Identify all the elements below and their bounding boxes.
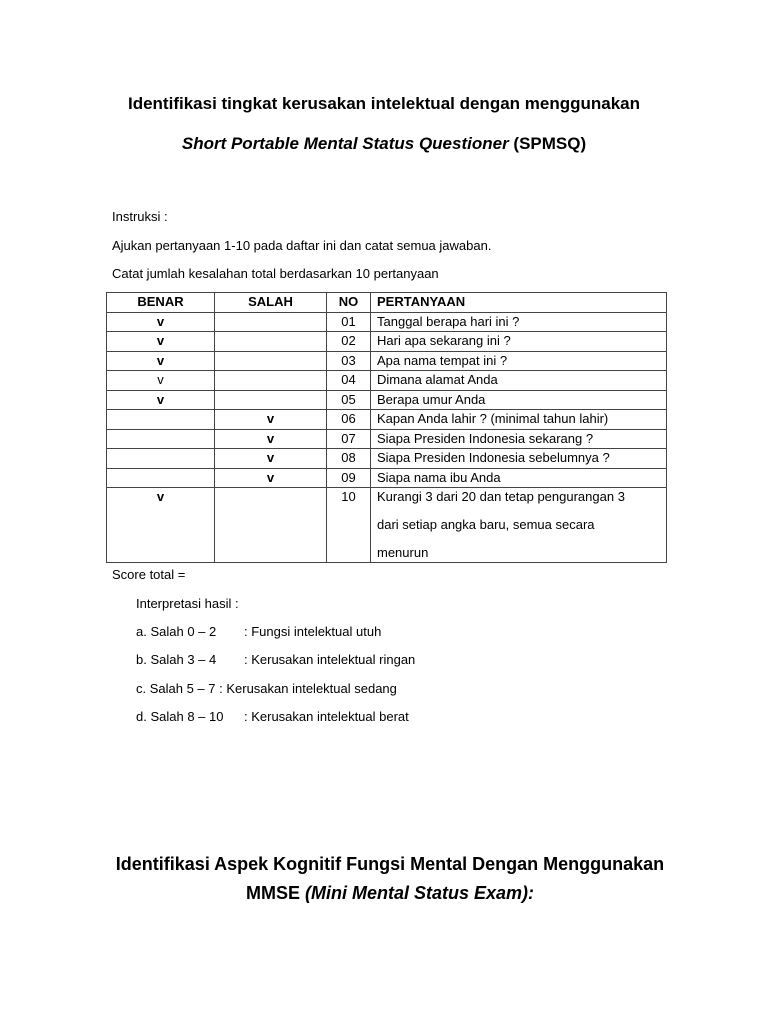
table-row [107, 410, 667, 430]
interpretation-result: : Fungsi intelektual utuh [244, 624, 382, 639]
question-line: dari setiap angka baru, semua secara [377, 517, 595, 532]
cell-question: Siapa Presiden Indonesia sebelumnya ? [371, 449, 667, 469]
cell-no: 04 [327, 371, 371, 391]
cell-question [371, 488, 667, 563]
table-row [107, 488, 667, 563]
cell-benar [107, 410, 215, 430]
header-no: NO [327, 293, 371, 313]
interpretation-range: d. Salah 8 – 10 [136, 709, 224, 724]
cell-salah: v [215, 429, 327, 449]
title-italic-part: Short Portable Mental Status Questioner [181, 134, 509, 153]
instructions-line2: Catat jumlah kesalahan total berdasarkan 10 pertanyaan [112, 266, 439, 281]
question-line: menurun [377, 545, 429, 560]
table-header-row [107, 293, 667, 313]
header-pertanyaan: PERTANYAAN [371, 293, 667, 313]
interpretation-range: b. Salah 3 – 4 [136, 652, 217, 667]
cell-salah [215, 390, 327, 410]
cell-benar: v [107, 312, 215, 332]
cell-benar: v [107, 351, 215, 371]
interpretation-result: : Kerusakan intelektual berat [244, 709, 409, 724]
cell-benar [107, 449, 215, 469]
cell-salah [215, 351, 327, 371]
cell-benar: v [107, 371, 215, 391]
cell-question: Tanggal berapa hari ini ? [371, 312, 667, 332]
interpretation-result: : Kerusakan intelektual ringan [244, 652, 416, 667]
cell-benar [107, 429, 215, 449]
page-title-line2 [0, 134, 768, 154]
cell-no: 09 [327, 468, 371, 488]
spmsq-table [106, 292, 667, 563]
title-abbrev-part: (SPMSQ) [508, 134, 587, 153]
cell-question: Dimana alamat Anda [371, 371, 667, 391]
cell-salah [215, 332, 327, 352]
table-row [107, 429, 667, 449]
interpretation-result: : Kerusakan intelektual sedang [215, 681, 397, 696]
interpretation-item [136, 624, 381, 639]
cell-no: 07 [327, 429, 371, 449]
cell-question: Hari apa sekarang ini ? [371, 332, 667, 352]
table-row [107, 332, 667, 352]
section-heading-abbrev: MMSE [245, 883, 305, 903]
cell-benar: v [107, 390, 215, 410]
cell-salah: v [215, 449, 327, 469]
interpretation-range: c. Salah 5 – 7 [136, 681, 216, 696]
section-heading-line2 [0, 879, 768, 908]
cell-no: 06 [327, 410, 371, 430]
cell-benar: v [107, 332, 215, 352]
header-benar: BENAR [107, 293, 215, 313]
instructions-line1: Ajukan pertanyaan 1-10 pada daftar ini dan catat semua jawaban. [112, 238, 492, 253]
interpretation-label: Interpretasi hasil : [136, 596, 239, 611]
cell-salah [215, 488, 327, 563]
cell-question: Berapa umur Anda [371, 390, 667, 410]
cell-question: Apa nama tempat ini ? [371, 351, 667, 371]
cell-no: 10 [327, 488, 371, 563]
cell-no: 05 [327, 390, 371, 410]
cell-no: 01 [327, 312, 371, 332]
table-row [107, 449, 667, 469]
cell-no: 02 [327, 332, 371, 352]
cell-salah: v [215, 410, 327, 430]
table-row [107, 371, 667, 391]
instructions-label: Instruksi : [112, 209, 168, 224]
table-row [107, 351, 667, 371]
cell-benar: v [107, 488, 215, 563]
table-row [107, 390, 667, 410]
interpretation-item [136, 709, 409, 724]
section-heading-italic: (Mini Mental Status Exam): [304, 883, 535, 903]
cell-salah [215, 312, 327, 332]
cell-salah [215, 371, 327, 391]
page-title-line1: Identifikasi tingkat kerusakan intelektual dengan menggunakan [127, 94, 641, 113]
cell-no: 03 [327, 351, 371, 371]
cell-question: Kapan Anda lahir ? (minimal tahun lahir) [371, 410, 667, 430]
score-total: Score total = [112, 567, 186, 582]
section-heading-line1: Identifikasi Aspek Kognitif Fungsi Mental Dengan Menggunakan [115, 854, 665, 874]
table-row [107, 468, 667, 488]
cell-salah: v [215, 468, 327, 488]
cell-question: Siapa Presiden Indonesia sekarang ? [371, 429, 667, 449]
interpretation-item [136, 652, 415, 667]
interpretation-range: a. Salah 0 – 2 [136, 624, 217, 639]
question-line: Kurangi 3 dari 20 dan tetap pengurangan 3 [377, 489, 625, 504]
cell-benar [107, 468, 215, 488]
cell-no: 08 [327, 449, 371, 469]
table-row [107, 312, 667, 332]
interpretation-item [136, 681, 397, 696]
section-heading [0, 850, 768, 908]
header-salah: SALAH [215, 293, 327, 313]
cell-question: Siapa nama ibu Anda [371, 468, 667, 488]
